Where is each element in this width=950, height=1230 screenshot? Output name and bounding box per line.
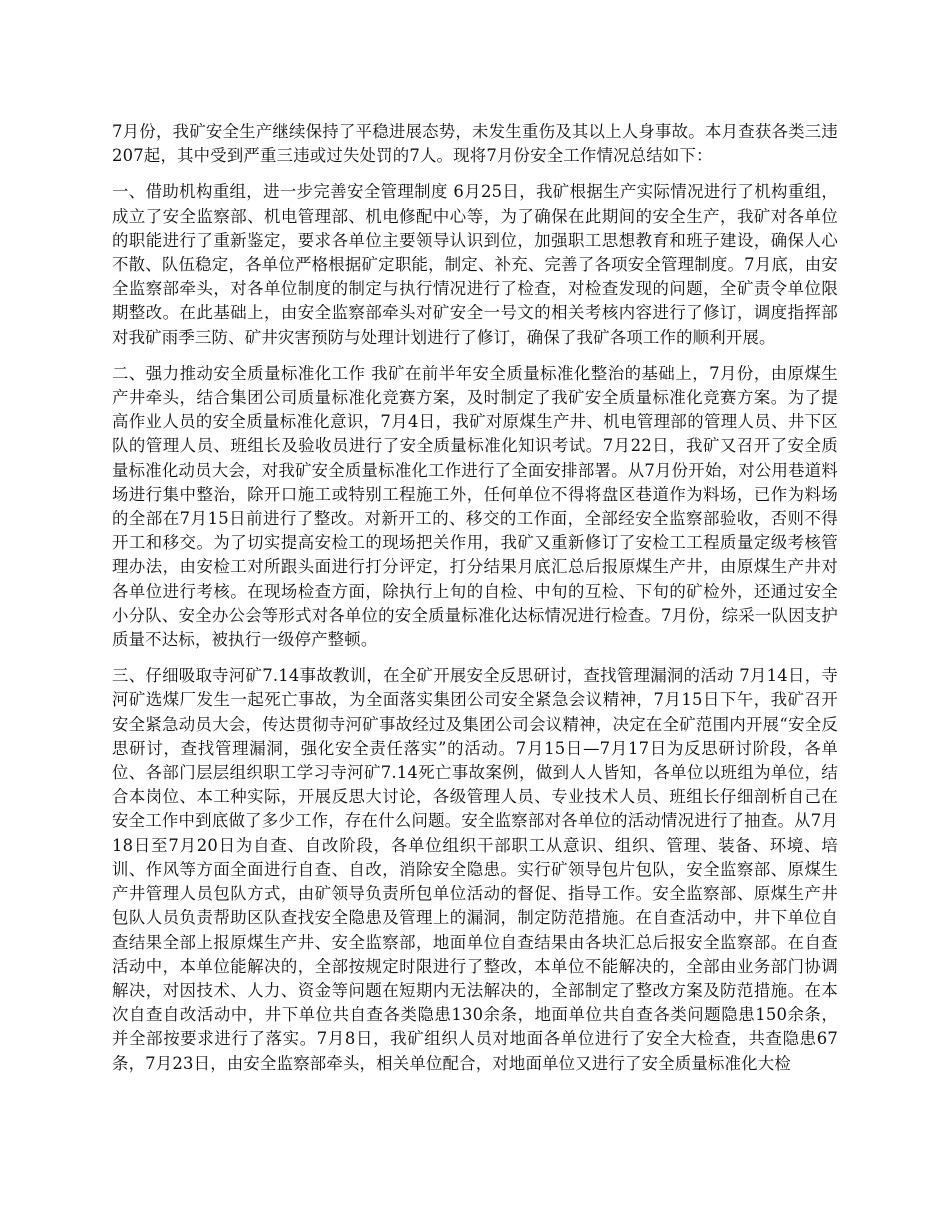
document-body [112,120,838,1088]
intro-paragraph: 7月份，我矿安全生产继续保持了平稳进展态势，未发生重伤及其以上人身事故。本月查获各类三违207起，其中受到严重三违或过失处罚的7人。现将7月份安全工作情况总结如下： [112,122,838,166]
section-one-paragraph: 一、借助机构重组，进一步完善安全管理制度 6月25日，我矿根据生产实际情况进行了机构重组，成立了安全监察部、机电管理部、机电修配中心等，为了确保在此期间的安全生产，我矿对各单位的职能进行了重新鉴定，要求各单位主要领导认识到位，加强职工思想教育和班子建设，确保人心不散、队伍稳定，各单位严格根据矿定职能，制定、补充、完善了各项安全管理制度。7月底，由安全监察部牵头，对各单位制度的制定与执行情况进行了检查，对检查发现的问题，全矿责令单位限期整改。在此基础上，由安全监察部牵头对矿安全一号文的相关考核内容进行了修订，调度指挥部对我矿雨季三防、矿井灾害预防与处理计划进行了修订，确保了我矿各项工作的顺利开展。 [112,182,838,347]
section-two-paragraph: 二、强力推动安全质量标准化工作 我矿在前半年安全质量标准化整治的基础上，7月份，由原煤生产井牵头，结合集团公司质量标准化竞赛方案，及时制定了我矿安全质量标准化竞赛方案。为了提高作业人员的安全质量标准化意识，7月4日，我矿对原煤生产井、机电管理部的管理人员、井下区队的管理人员、班组长及验收员进行了安全质量标准化知识考试。7月22日，我矿又召开了安全质量标准化动员大会，对我矿安全质量标准化工作进行了全面安排部署。从7月份开始，对公用巷道料场进行集中整治，除开口施工或特别工程施工外，任何单位不得将盘区巷道作为料场，已作为料场的全部在7月15日前进行了整改。对新开工的、移交的工作面，全部经安全监察部验收，否则不得开工和移交。为了切实提高安检工的现场把关作用，我矿又重新修订了安检工工程质量定级考核管理办法，由安检工对所跟头面进行打分评定，打分结果月底汇总后报原煤生产井，由原煤生产井对各单位进行考核。在现场检查方面，除执行上旬的自检、中旬的互检、下旬的矿检外，还通过安全小分队、安全办公会等形式对各单位的安全质量标准化达标情况进行检查。7月份，综采一队因支护质量不达标，被执行一级停产整顿。 [112,363,838,650]
section-three-paragraph: 三、仔细吸取寺河矿7.14事故教训，在全矿开展安全反思研讨，查找管理漏洞的活动 7月14日，寺河矿选煤厂发生一起死亡事故，为全面落实集团公司安全紧急会议精神，7月15日下午，我矿召开安全紧急动员大会，传达贯彻寺河矿事故经过及集团公司会议精神，决定在全矿范围内开展“安全反思研讨，查找管理漏洞，强化安全责任落实”的活动。7月15日—7月17日为反思研讨阶段，各单位、各部门层层组织职工学习寺河矿7.14死亡事故案例，做到人人皆知，各单位以班组为单位，结合本岗位、本工种实际，开展反思大讨论，各级管理人员、专业技术人员、班组长仔细剖析自己在安全工作中到底做了多少工作，存在什么问题。安全监察部对各单位的活动情况进行了抽查。从7月18日至7月20日为自查、自改阶段，各单位组织干部职工从意识、组织、管理、装备、环境、培训、作风等方面全面进行自查、自改，消除安全隐患。实行矿领导包片包队，安全监察部、原煤生产井管理人员包队方式，由矿领导负责所包单位活动的督促、指导工作。安全监察部、原煤生产井包队人员负责帮助区队查找安全隐患及管理上的漏洞，制定防范措施。在自查活动中，井下单位自查结果全部上报原煤生产井、安全监察部，地面单位自查结果由各块汇总后报安全监察部。在自查活动中，本单位能解决的，全部按规定时限进行了整改，本单位不能解决的，全部由业务部门协调解决，对因技术、人力、资金等问题在短期内无法解决的，全部制定了整改方案及防范措施。在本次自查自改活动中，井下单位共自查各类隐患130余条，地面单位共自查各类问题隐患150余条，并全部按要求进行了落实。7月8日，我矿组织人员对地面各单位进行了安全大检查，共查隐患67条，7月23日，由安全监察部牵头，相关单位配合，对地面单位又进行了安全质量标准化大检 [112,666,838,1073]
